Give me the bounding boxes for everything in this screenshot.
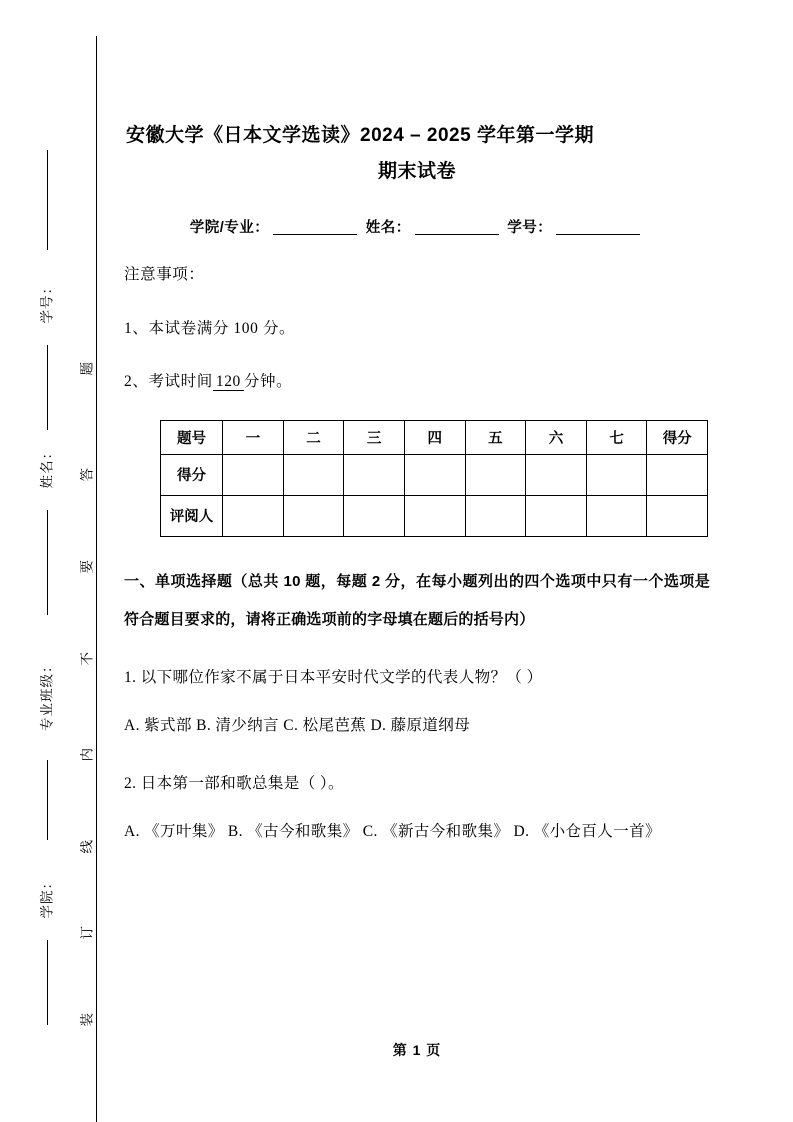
score-table-header-cell: 四 <box>404 420 465 454</box>
student-id-label: 学号： <box>507 220 553 236</box>
binding-char-1: 题 <box>79 362 95 376</box>
notes-item-1: 1、本试卷满分 100 分。 <box>124 319 296 337</box>
score-table-header-cell: 题号 <box>161 420 223 454</box>
score-table-header-cell: 三 <box>344 420 405 454</box>
question-2-stem: 2. 日本第一部和歌总集是（ ）。 <box>124 774 344 792</box>
binding-char-2: 答 <box>79 468 95 482</box>
score-table-cell[interactable] <box>586 495 647 536</box>
exam-title-line-1: 安徽大学《日本文学选读》2024 – 2025 学年第一学期 <box>126 125 594 146</box>
binding-char-3: 要 <box>79 560 95 574</box>
binding-inner-column <box>70 0 104 1122</box>
score-table-header-cell: 得分 <box>647 420 708 454</box>
identity-line <box>124 216 710 237</box>
score-table-header-cell: 六 <box>526 420 587 454</box>
exam-duration-unit: 分钟。 <box>243 373 293 390</box>
score-table-cell[interactable] <box>586 454 647 495</box>
binding-char-4: 不 <box>79 652 95 666</box>
binding-blank-rule <box>47 510 48 615</box>
score-table-cell[interactable] <box>404 495 465 536</box>
binding-blank-rule <box>47 150 48 250</box>
exam-duration-value: 120 <box>213 373 244 391</box>
score-table-cell[interactable] <box>283 454 344 495</box>
score-table-cell[interactable] <box>404 454 465 495</box>
student-id-blank[interactable] <box>556 234 640 235</box>
score-table-cell[interactable] <box>465 454 526 495</box>
score-table-cell[interactable] <box>647 454 708 495</box>
score-table-row-label: 得分 <box>161 454 223 495</box>
question-1-stem: 1. 以下哪位作家不属于日本平安时代文学的代表人物？（ ） <box>124 668 543 686</box>
score-table-cell[interactable] <box>344 495 405 536</box>
score-table-cell[interactable] <box>223 495 284 536</box>
table-row <box>161 495 708 536</box>
binding-label-class: 专业班级： <box>39 658 55 731</box>
binding-label-student-id: 学号： <box>39 280 55 324</box>
table-row <box>161 454 708 495</box>
score-table-header-cell: 二 <box>283 420 344 454</box>
page-footer: 第 1 页 <box>392 1042 442 1058</box>
score-table-cell[interactable] <box>526 454 587 495</box>
question-2-options: A. 《万叶集》 B. 《古今和歌集》 C. 《新古今和歌集》 D. 《小仓百人一首》 <box>124 822 661 840</box>
college-major-blank[interactable] <box>273 234 357 235</box>
exam-content <box>124 0 710 851</box>
notes-item-2 <box>124 374 710 390</box>
binding-label-name: 姓名： <box>39 445 55 489</box>
score-table <box>160 420 708 537</box>
score-table-cell[interactable] <box>465 495 526 536</box>
section-heading-single-choice: 一、单项选择题（总共 10 题，每题 2 分，在每小题列出的四个选项中只有一个选项是符合题目要求的，请将正确选项前的字母填在题后的括号内） <box>124 572 710 628</box>
binding-char-8: 装 <box>79 1013 95 1027</box>
college-major-label: 学院/专业： <box>189 220 270 236</box>
name-blank[interactable] <box>415 234 499 235</box>
notes-heading: 注意事项： <box>124 266 205 283</box>
binding-char-5: 内 <box>79 748 95 762</box>
name-label: 姓名： <box>365 220 411 236</box>
question-1-options: A. 紫式部 B. 清少纳言 C. 松尾芭蕉 D. 藤原道纲母 <box>124 716 471 734</box>
exam-title-line-2: 期末试卷 <box>377 161 456 182</box>
binding-char-7: 订 <box>79 926 95 940</box>
score-table-header-cell: 七 <box>586 420 647 454</box>
binding-blank-rule <box>47 760 48 840</box>
score-table-cell[interactable] <box>344 454 405 495</box>
score-table-header-cell: 一 <box>223 420 284 454</box>
binding-label-college: 学院： <box>39 875 55 919</box>
score-table-cell[interactable] <box>283 495 344 536</box>
score-table-row-label: 评阅人 <box>161 495 223 536</box>
score-table-cell[interactable] <box>223 454 284 495</box>
binding-blank-rule <box>47 940 48 1025</box>
score-table-cell[interactable] <box>647 495 708 536</box>
binding-outer-column <box>30 0 64 1122</box>
exam-duration-label: 2、考试时间 <box>124 373 213 390</box>
score-table-header-cell: 五 <box>465 420 526 454</box>
table-row-header <box>161 420 708 454</box>
binding-char-6: 线 <box>79 840 95 854</box>
binding-blank-rule <box>47 345 48 430</box>
score-table-cell[interactable] <box>526 495 587 536</box>
